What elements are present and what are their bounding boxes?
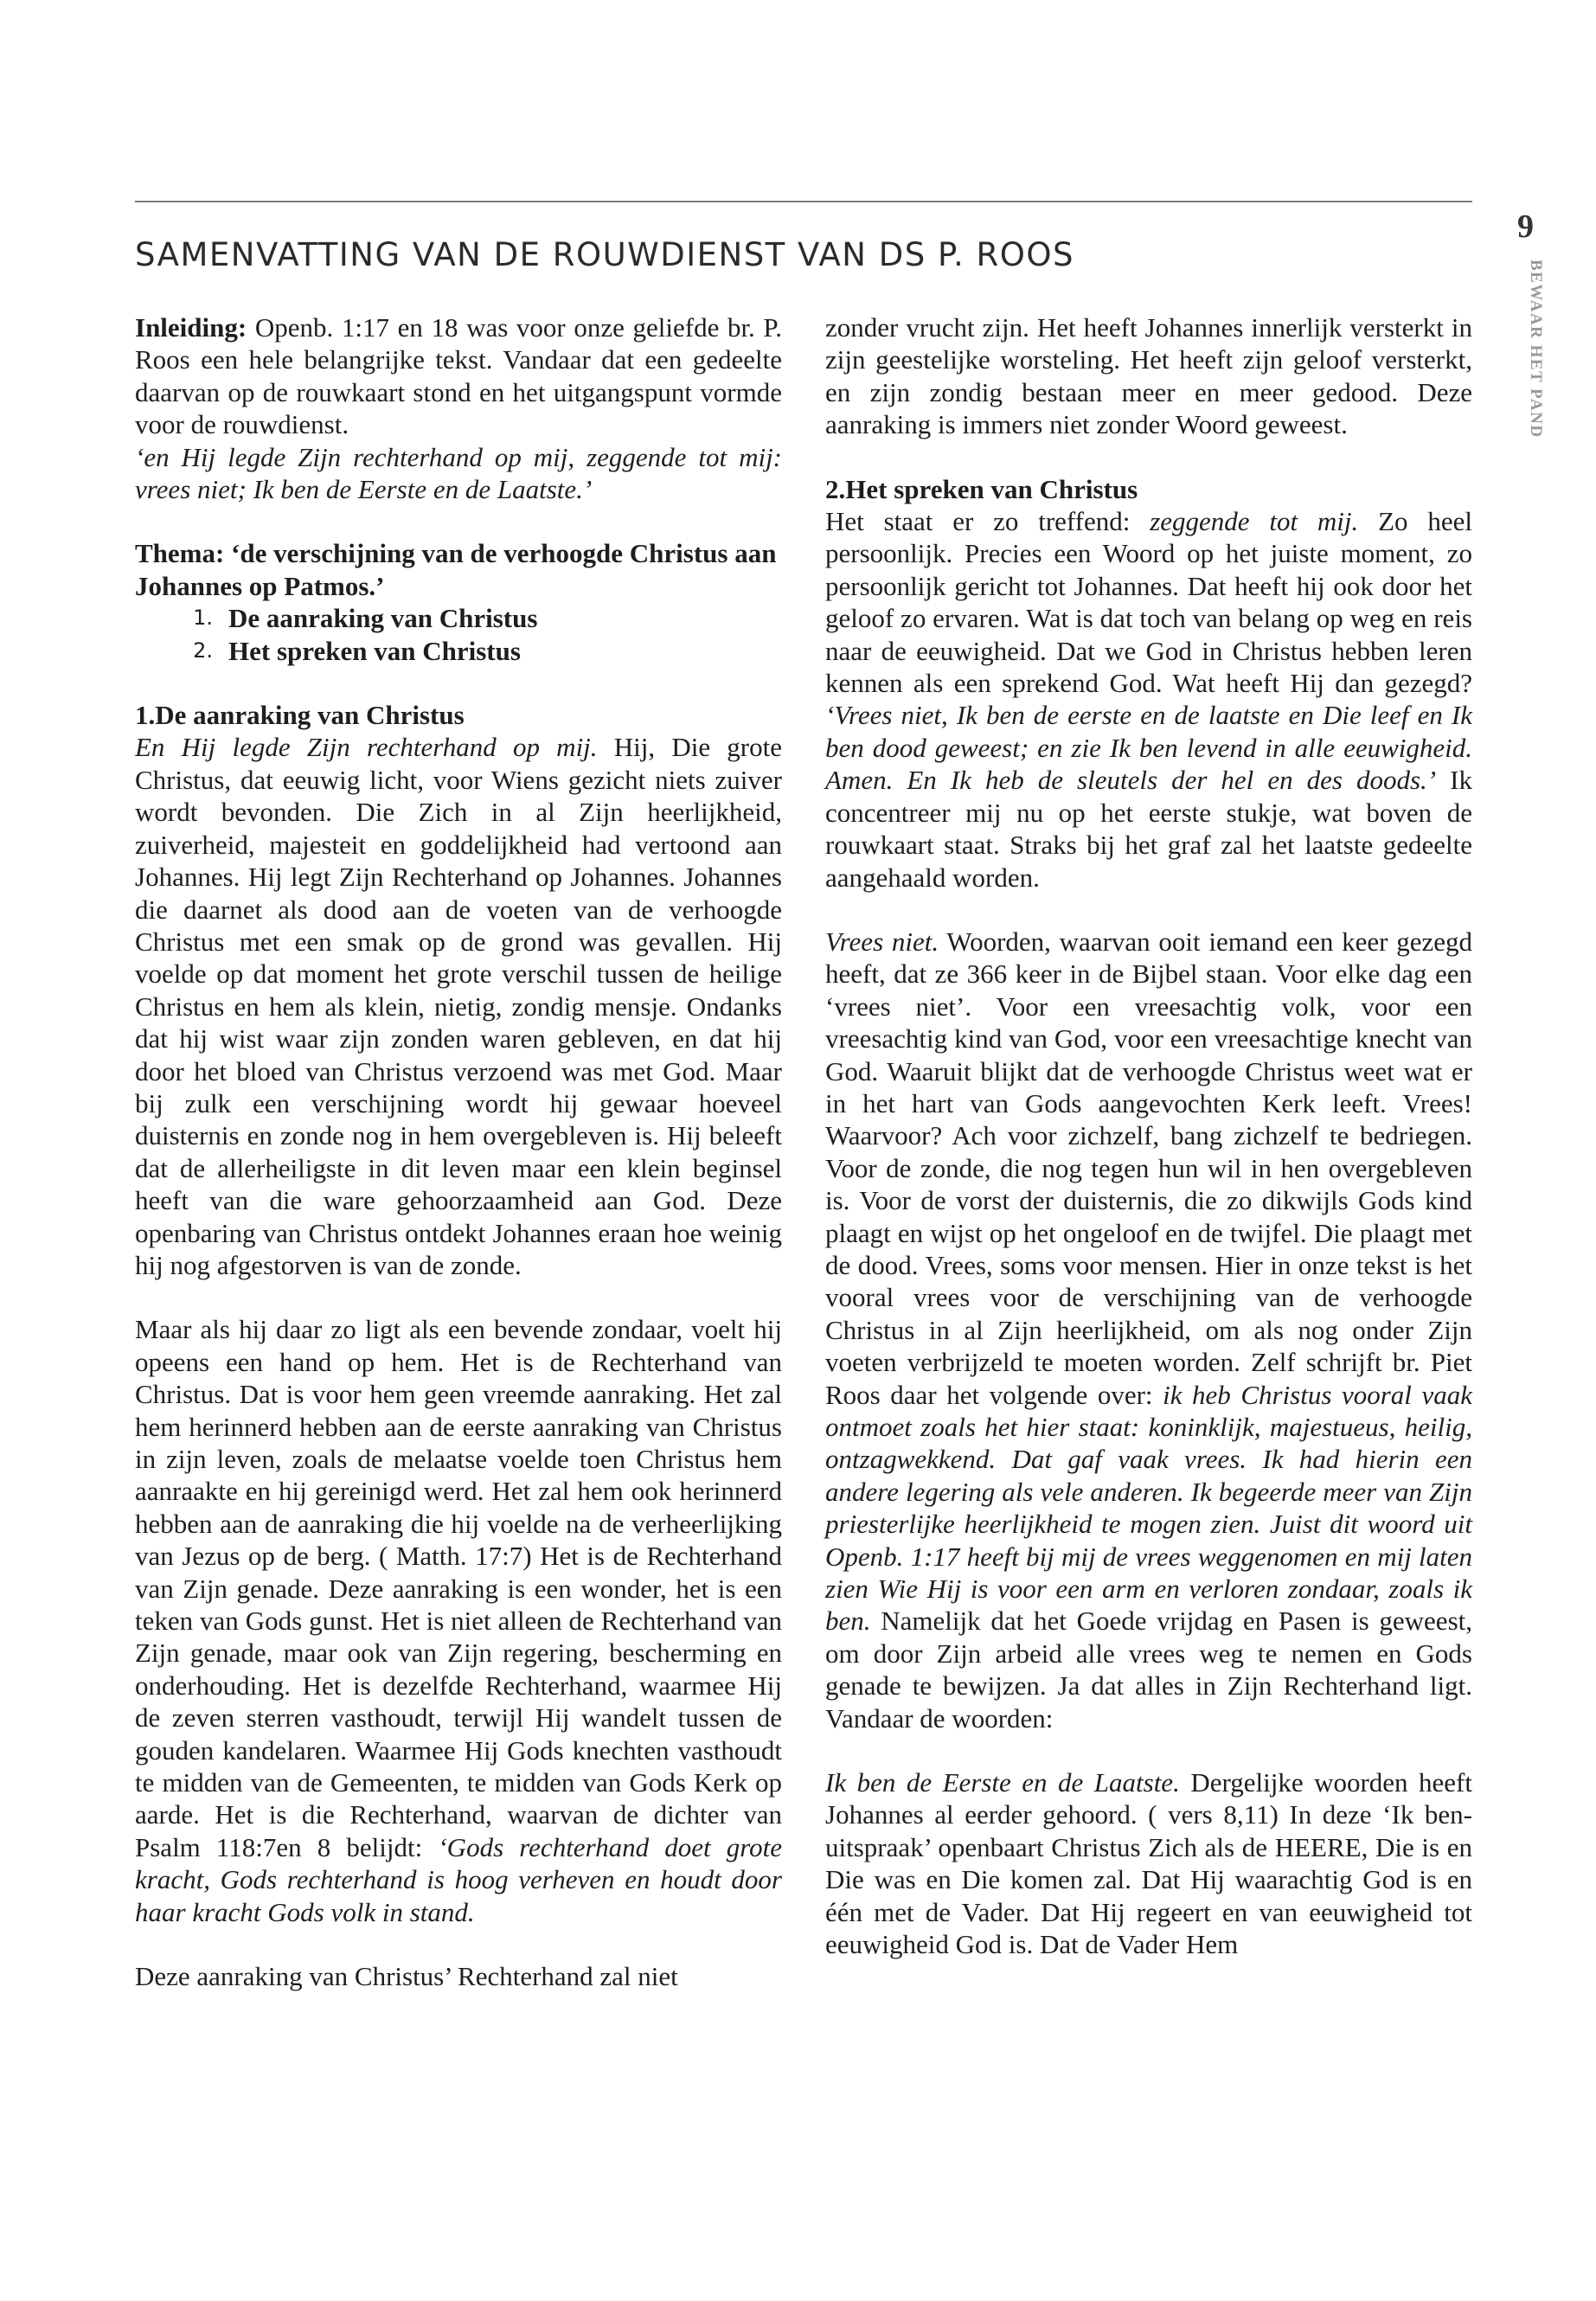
left-column	[135, 311, 782, 2025]
section-2-italic-a: zeggende tot mij.	[1150, 506, 1359, 537]
intro-text: Openb. 1:17 en 18 was voor onze geliefde br. P. Roos een hele belangrijke tekst. Vandaar dat een gedeelte daarvan op de rouwkaart stond en het uitgangspunt vormde voor de rouwdienst.	[135, 312, 782, 440]
section-1-text: Hij, Die grote Christus, dat eeuwig licht, voor Wiens gezicht niets zuiver wordt bevonden. Die Zich in al Zijn heerlijkheid, zuiverheid, majesteit en goddelijkheid had vertoond aan Johannes. Hij legt Zijn Rechterhand op Johannes. Johannes die daarnet als dood aan de voeten van de verhoogde Christus met een smak op de grond was gevallen. Hij voelde op dat moment het grote verschil tussen de heilige Christus en hem als klein, nietig, zondig mensje. Ondanks dat hij wist waar zijn zonden waren gebleven, en dat hij door het bloed van Christus verzoend was met God. Maar bij zulk een verschijning wordt hij gewaar hoeveel duisternis en zonde nog in hem overgebleven is. Hij beleeft dat de allerheiligste in dit leven maar een klein beginsel heeft van die ware gehoorzaamheid aan God. Deze openbaring van Christus ontdekt Johannes eraan hoe weinig hij nog afgestorven is van de zonde.	[135, 732, 782, 1280]
header-rule	[135, 201, 1472, 202]
running-title: BEWAAR HET PAND	[1527, 260, 1545, 439]
list-item	[135, 602, 782, 634]
theme-heading: Thema: ‘de verschijning van de verhoogde Christus aan Johannes op Patmos.’	[135, 538, 777, 601]
roos-quote: ik heb Christus vooral vaak ontmoet zoals het hier staat: koninklijk, majestueus, heilig, ontzagwekkend. Dat gaf vaak vrees. Ik had hierin een andere legering als vele anderen. Ik begeerde meer van Zijn priesterlijke heerlijkheid te mogen zien. Juist dit woord uit Openb. 1:17 heeft bij mij de vrees weggenomen en mij laten zien Wie Hij is voor een arm en verloren zondaar, zoals ik ben.	[825, 1379, 1472, 1637]
paragraph-continued: Deze aanraking van Christus’ Rechterhand zal niet	[135, 1961, 678, 1992]
eerste-laatste-italic: Ik ben de Eerste en de Laatste.	[825, 1767, 1180, 1798]
section-2-text-a: Het staat er zo treffend:	[825, 506, 1151, 537]
right-column	[825, 311, 1472, 1993]
page-title: SAMENVATTING VAN DE ROUWDIENST VAN DS P. ROOS	[135, 235, 1074, 273]
section-1-italic: En Hij legde Zijn rechterhand op mij.	[135, 732, 598, 763]
psalm-quote: ‘Gods rechterhand doet grote kracht, Gods rechterhand is hoog verheven en houdt door haar kracht Gods volk in stand.	[135, 1831, 782, 1927]
section-2-text-b: Zo heel persoonlijk. Precies een Woord op het juiste moment, zo persoonlijk gericht tot Johannes. Dat heeft hij ook door het geloof zo ervaren. Wat is dat toch van belang op weg en reis naar de eeuwigheid. Dat we God in Christus hebben leren kennen als een sprekend God. Wat heeft Hij dan gezegd?	[825, 506, 1472, 699]
paragraph-rechterhand	[135, 1313, 782, 1928]
list-text: De aanraking van Christus	[228, 603, 538, 634]
paragraph-continuation: zonder vrucht zijn. Het heeft Johannes innerlijk versterkt in zijn geestelijke worsteling. Het heeft zijn geloof versterkt, en zijn zondig bestaan meer en meer gedood. Deze aanraking is immers niet zonder Woord geweest.	[825, 312, 1472, 440]
list-number: 1.	[193, 606, 213, 631]
vrees-niet-italic: Vrees niet.	[825, 926, 939, 957]
section-1-paragraph	[135, 731, 782, 1281]
list-text: Het spreken van Christus	[228, 635, 521, 666]
intro-paragraph	[135, 311, 782, 441]
vrees-niet-text-a: Woorden, waarvan ooit iemand een keer gezegd heeft, dat ze 366 keer in de Bijbel staan. Voor elke dag een ‘vrees niet’. Voor een vreesachtig volk, voor een vreesachtig kind van God, voor een vreesachtige knecht van God. Waaruit blijkt dat de verhoogde Christus weet wat er in het hart van Gods aangevochten Kerk leeft. Vrees! Waarvoor? Ach voor zichzelf, bang zichzelf te bedriegen. Voor de zonde, die nog tegen hun wil in hen overgebleven is. Voor de vorst der duisternis, die zo dikwijls Gods kind plaagt en wijst op het ongeloof en de twijfel. Die plaagt met de dood. Vrees, soms voor mensen. Hier in onze tekst is het vooral vrees voor de verschijning van de verhoogde Christus in al Zijn heerlijkheid, om als nog onder Zijn voeten verbrijzeld te moeten worden. Zelf schrijft br. Piet Roos daar het volgende over:	[825, 926, 1472, 1410]
paragraph-eerste-laatste	[825, 1766, 1472, 1960]
eerste-laatste-text: Dergelijke woorden heeft Johannes al eerder gehoord. ( vers 8,11) In deze ‘Ik ben-uitspraak’ openbaart Christus Zich als de HEERE, Die is en Die was en Die komen zal. Dat Hij waarachtig God is en één met de Vader. Dat Hij regeert en van eeuwigheid tot eeuwigheid God is. Dat de Vader Hem	[825, 1767, 1472, 1960]
list-number: 2.	[193, 638, 213, 663]
vrees-niet-text-b: Namelijk dat het Goede vrijdag en Pasen is geweest, om door Zijn arbeid alle vrees weg te nemen en Gods genade te bewijzen. Ja dat alles in Zijn Rechterhand ligt. Vandaar de woorden:	[825, 1606, 1472, 1734]
paragraph-rechterhand-text: Maar als hij daar zo ligt als een bevende zondaar, voelt hij opeens een hand op hem. Het is de Rechterhand van Christus. Dat is voor hem geen vreemde aanraking. Het zal hem herinnerd hebben aan de eerste aanraking van Christus in zijn leven, zoals de melaatse voelde toen Christus hem aanraakte en hij gereinigd werd. Het zal hem ook herinnerd hebben aan de aanraking die hij voelde na de verheerlijking van Jezus op de berg. ( Matth. 17:7) Het is de Rechterhand van Zijn genade. Deze aanraking is een wonder, het is een teken van Gods gunst. Het is niet alleen de Rechterhand van Zijn genade, maar ook van Zijn regering, bescherming en onderhouding. Het is dezelfde Rechterhand, waarmee Hij de zeven sterren vasthoudt, terwijl Hij wandelt tussen de gouden kandelaren. Waarmee Hij Gods knechten vasthoudt te midden van de Gemeenten, te midden van Gods Kerk op aarde. Het is die Rechterhand, waarvan de dichter van Psalm 118:7en 8 belijdt:	[135, 1314, 782, 1862]
list-item	[135, 635, 782, 667]
intro-label: Inleiding:	[135, 312, 247, 343]
section-2-paragraph	[825, 505, 1472, 894]
theme-points	[135, 602, 782, 667]
section-2-italic-b: ‘Vrees niet, Ik ben de eerste en de laatste en Die leef en Ik ben dood geweest; en zie Ik ben levend in alle eeuwigheid. Amen. En Ik heb de sleutels der hel en des doods.’	[825, 700, 1472, 796]
intro-quote: ‘en Hij legde Zijn rechterhand op mij, zeggende tot mij: vrees niet; Ik ben de Eerste en de Laatste.’	[135, 441, 782, 505]
section-2-heading: 2.Het spreken van Christus	[825, 473, 1138, 504]
section-2-text-c: Ik concentreer mij nu op het eerste stukje, wat boven de rouwkaart staat. Straks bij het graf zal het laatste gedeelte aangehaald worden.	[825, 765, 1472, 893]
page-number: 9	[1517, 208, 1534, 245]
section-1-heading: 1.De aanraking van Christus	[135, 700, 465, 731]
paragraph-vrees-niet	[825, 926, 1472, 1734]
